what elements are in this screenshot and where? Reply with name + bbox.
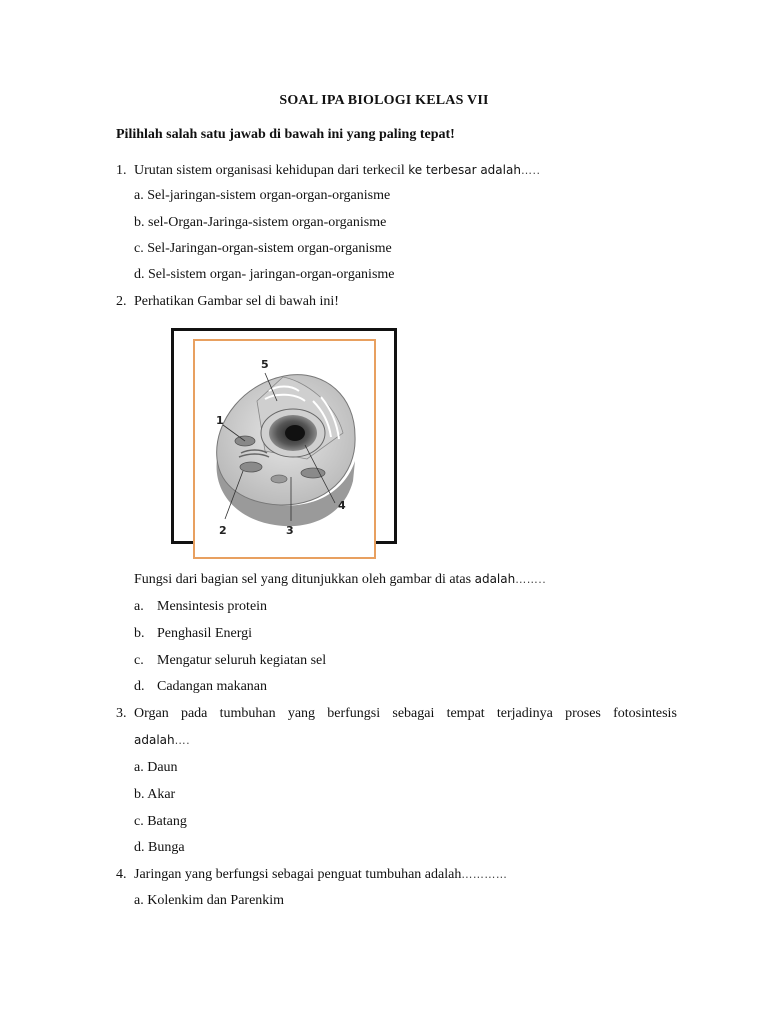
option-item: d. Sel-sistem organ- jaringan-organ-organisme [134, 267, 395, 282]
question-text: Perhatikan Gambar sel di bawah ini! [134, 294, 339, 309]
option-item: a. Kolenkim dan Parenkim [134, 893, 285, 908]
nucleolus [285, 425, 305, 441]
document-page: SOAL IPA BIOLOGI KELAS VII Pilihlah salah satu jawab di bawah ini yang paling tepat! 1. Urutan sistem organisasi kehidupan dari terkecil ke terbesar adalah….. a. Sel-jaringan-sistem organ-organ-organisme b. sel-Organ-Jaringa-sistem organ-organisme c. Sel-Jaringan-organ-sistem organ-organisme d. Sel-sistem organ- jaringan-organ-organisme 2. Perhatikan Gambar sel di bawah ini! 5 1 4 2 3 Fungsi dari bagian sel yang ditunjukkan oleh gambar di atas adalah…….. a. Mensintesis protein b. Penghasil Energi c. Mengatur seluruh kegiatan sel d. Cadangan makanan 3. Organ pada tumbuhan yang berfungsi sebagai tempat terjadinya proses fotosintesis adalah…. a. Daun b. Akar c. Batang d. Bunga 4. Jaringan yang berfungsi sebagai penguat tumbuhan adalah………… a. Kolenkim dan Parenkim [0, 0, 768, 1024]
question-word: tumbuhan [219, 706, 276, 721]
question-text: Urutan sistem organisasi kehidupan dari terkecil ke terbesar adalah….. [134, 163, 541, 178]
mitochondrion [240, 462, 262, 472]
question-number: 4. [116, 867, 127, 882]
question-number: 2. [116, 294, 127, 309]
option-item: b. sel-Organ-Jaringa-sistem organ-organisme [134, 215, 387, 230]
vesicle [271, 475, 287, 483]
question-word: Organ [134, 706, 169, 721]
question-word: berfungsi [327, 706, 381, 721]
question-word: proses [565, 706, 601, 721]
option-item: a. Daun [134, 760, 178, 775]
question-word: terjadinya [496, 706, 553, 721]
question-number: 3. [116, 706, 127, 721]
question-word: tempat [446, 706, 485, 721]
figure-label-3: 3 [286, 524, 294, 537]
instruction: Pilihlah salah satu jawab di bawah ini yang paling tepat! [116, 127, 455, 142]
question-word: pada [180, 706, 208, 721]
question-word: yang [287, 706, 316, 721]
question-number: 1. [116, 163, 127, 178]
frame-foot [376, 541, 397, 544]
question-text [134, 706, 677, 722]
option-item: a. Sel-jaringan-sistem organ-organ-organisme [134, 188, 391, 203]
figure-label-2: 2 [219, 524, 227, 537]
option-item: c. Sel-Jaringan-organ-sistem organ-organisme [134, 241, 392, 256]
question-word: fotosintesis [613, 706, 677, 721]
page-title: SOAL IPA BIOLOGI KELAS VII [279, 93, 489, 108]
option-item: d. Bunga [134, 840, 185, 855]
figure-label-1: 1 [216, 414, 224, 427]
question-text: Jaringan yang berfungsi sebagai penguat tumbuhan adalah………… [134, 867, 508, 882]
question-2-followup: Fungsi dari bagian sel yang ditunjukkan oleh gambar di atas adalah…….. [134, 572, 547, 587]
frame-foot [171, 541, 193, 544]
animal-cell-figure [193, 339, 376, 559]
question-word: sebagai [392, 706, 435, 721]
option-item: c. Batang [134, 814, 187, 829]
figure-label-4: 4 [338, 499, 346, 512]
figure-label-5: 5 [261, 358, 269, 371]
question-3-continuation: adalah…. [134, 733, 191, 747]
option-item: b. Akar [134, 787, 176, 802]
